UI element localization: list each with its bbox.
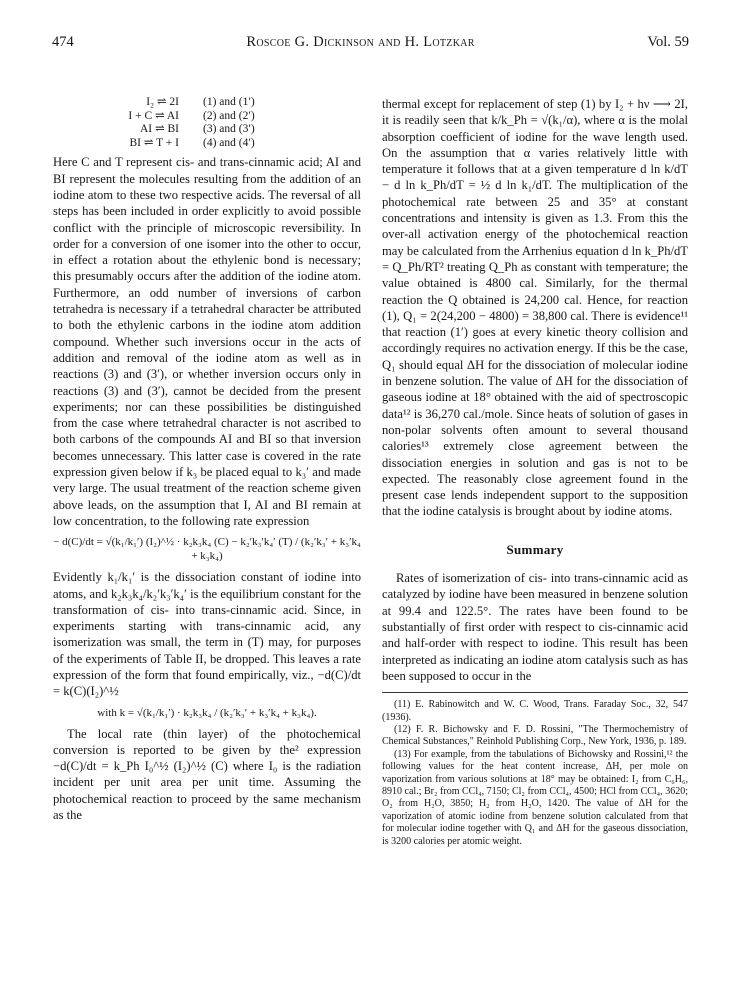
body-paragraph: Evidently k₁/k₁′ is the dissociation constant of iodine into atoms, and k₂k₃k₄/k₂′k₃′k₄′ is the equilibrium constant for the transformation of cis- into trans-cinnamic acid. Since, in experiments starting with trans-cinnamic acid, any isomerization was small, the term in (T) may, for purposes of the experiments of Table II, be dropped. This leaves a rate expression of the form that found empirically, viz., −d(C)/dt = k(C)(I₂)^½ [53,570,361,699]
reaction-label: (4) and (4′) [203,136,255,149]
summary-heading: Summary [506,541,564,557]
page-header [52,34,689,51]
reaction-scheme [53,96,361,150]
reaction-label: (3) and (3′) [203,123,255,136]
rate-expression: − d(C)/dt = √(k₁/k₁′) (I₂)^½ · k₂k₃k₄ (C) − k₂′k₃′k₄′ (T) / (k₂′k₃′ + k₃′k₄ + k₃k₄) [53,536,361,563]
reaction-label: (1) and (1′) [203,96,255,108]
page-number: 474 [52,34,74,50]
footnote: (13) For example, from the tabulations of Bichowsky and Rossini,¹² the following values for the heat content increase, ΔH, per mole on vaporization from various solutions at 18° may be obtained: I₂ from C₆H₆, 8910 cal.; Br₂ from CCl₄, 7150; Cl₂ from CCl₄, 4500; HCl from CCl₄, 3620; O₂ from H₂O, 3850; H₂ from H₂O, 1420. The value of ΔH for the vaporization of atomic iodine from benzene solution calculated from that for molecular iodine together with Q₁ and ΔH for the gaseous dissociation, is 3200 calories per atomic weight. [382,748,688,847]
reaction-equation: BI ⇌ T + I [129,136,179,149]
running-title: Roscoe G. Dickinson and H. Lotzkar [246,34,475,50]
reaction-label: (2) and (2′) [203,109,255,122]
footnote: (12) F. R. Bichowsky and F. D. Rossini, "The Thermochemistry of Chemical Substances," Reinhold Publishing Corp., New York, 1936, p. 189. [382,723,688,748]
right-column [382,96,688,848]
reaction-equation: I₂ ⇌ 2I [146,96,179,108]
body-paragraph: The local rate (thin layer) of the photochemical conversion is reported to be given by the² expression −d(C)/dt = k_Ph I₀^½ (I₂)^½ (C) where I₀ is the radiation incident per unit area per unit time. Assuming the photochemical reaction to proceed by the same mechanism as the [53,726,361,823]
left-column [53,96,361,823]
volume-label: Vol. 59 [647,34,689,50]
k-expression: with k = √(k₁/k₁′) · k₂k₃k₄ / (k₂′k₃′ + k₃′k₄ + k₃k₄). [97,706,317,719]
reaction-equation: AI ⇌ BI [139,123,179,136]
body-paragraph: thermal except for replacement of step (1) by I₂ + hν ⟶ 2I, it is readily seen that k/k_Ph = √(k₁/α), where α is the molal absorption coefficient of iodine for the wave length used. On the assumption that α varies relatively little with temperature it follows that at a given temperature d ln k/dT − d ln k_Ph/dT = ½ d ln k₁/dT. The multiplication of the photochemical rate between 25 and 35° at constant concentrations and intensity is given as 1.3. From this the over-all activation energy of the photochemical reaction may be calculated from the Arrhenius equation d ln k_Ph/dT = Q_Ph/RT² treating Q_Ph as constant with temperature; the value obtained is 4800 cal. Similarly, for the thermal reaction the Q obtained is 24,200 cal. Hence, for reaction (1), Q₁ = 2(24,200 − 4800) = 38,800 cal. There is evidence¹¹ that reaction (1′) goes at every kinetic theory collision and accordingly requires no activation energy. If this be the case, Q₁ should equal ΔH for the dissociation of molecular iodine in benzene solution. The value of ΔH for the dissociation of gaseous iodine at 18° obtained with the aid of spectroscopic data¹² is 36,270 cal./mole. Since heats of solution of gases in non-polar solvents often amount to several thousand calories¹³ extremely close agreement between the dissociation energies in solution and gas is not to be expected. The reasonably close agreement found in the present case lends independent support to the supposition that the iodine catalysis is brought about by iodine atoms. [382,97,688,519]
footnote-divider [382,692,688,693]
body-paragraph: Here C and T represent cis- and trans-cinnamic acid; AI and BI represent the molecules resulting from the addition of an iodine atom to these two respective acids. The reversal of all steps has been included in order explicitly to avoid possible conflict with the principle of microscopic reversibility. In order for a conversion of one isomer into the other to occur, in effect a rotation about the ethylenic bond is necessary; this presumably occurs after the addition of the iodine atom. Furthermore, an odd number of inversions of carbon tetrahedra is necessary if a tetrahedral character be attributed to both the ethylenic carbons in the iodine atom addition compound. Whether such inversions occur in the acts of addition and removal of the iodine atom as well as in reactions (3) and (3′), or whether inversion occurs only in reactions (3) and (3′), cannot be decided from the present experiments; nor can these possibilities be distinguished from the case where tetrahedral character is not ascribed to both carbons of the compounds AI and BI so that inversion becomes unnecessary. This latter case is covered in the rate expression given below if k₃ be placed equal to k₃′ and made very large. The usual treatment of the reaction scheme given above leads, on the assumption that I, AI and BI remain at low concentration, to the following rate expression [53,155,361,528]
reaction-equation: I + C ⇌ AI [128,109,179,122]
summary-paragraph: Rates of isomerization of cis- into trans-cinnamic acid as catalyzed by iodine have been measured in benzene solution at 99.4 and 122.5°. The rates have been found to be substantially of first order with respect to cis-cinnamic acid and half-order with respect to iodine. This result has been interpreted as indicating an iodine atom catalysis such as has been supposed to occur in the [382,571,689,683]
footnote: (11) E. Rabinowitch and W. C. Wood, Trans. Faraday Soc., 32, 547 (1936). [382,699,688,723]
